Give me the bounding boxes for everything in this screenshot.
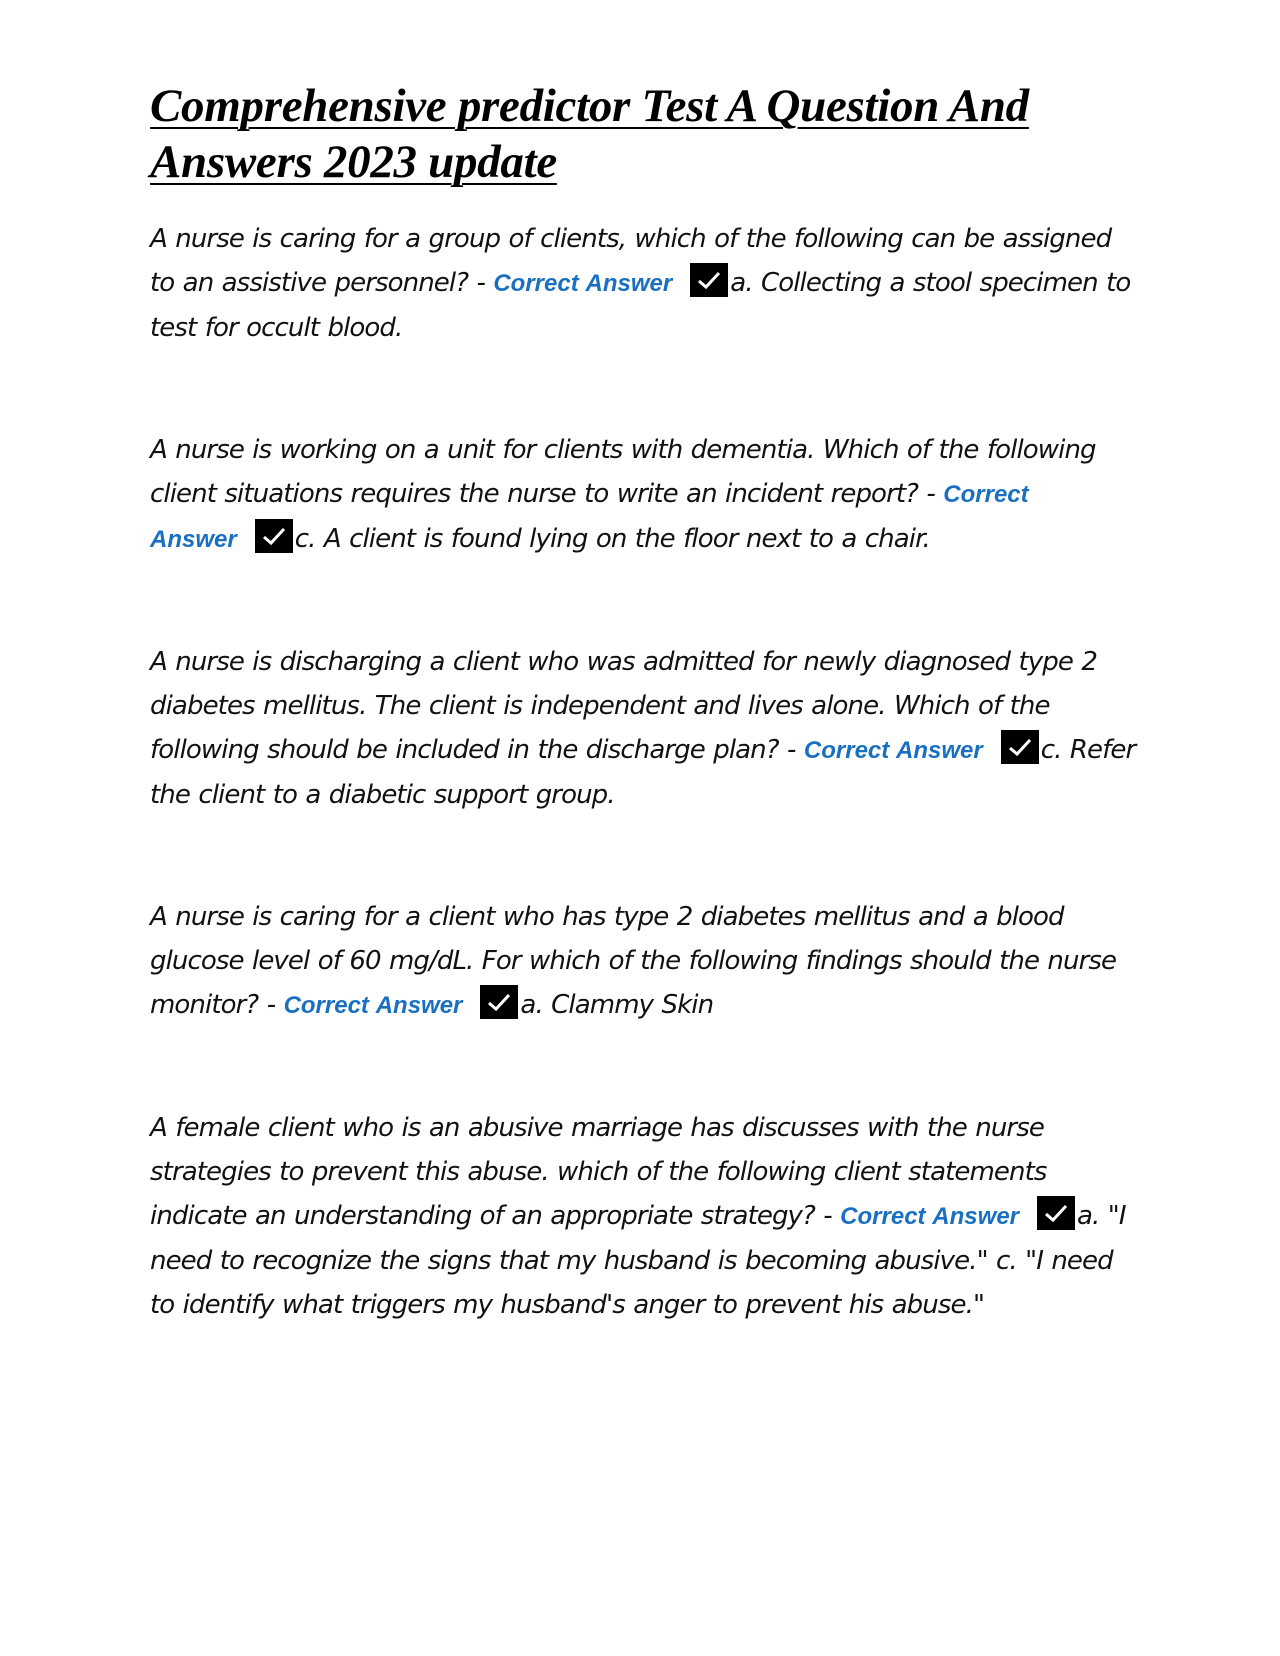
checkmark-icon <box>1001 730 1039 764</box>
correct-answer-label: Correct Answer <box>493 270 673 297</box>
document-title: Comprehensive predictor Test A Question And Answers 2023 update <box>150 80 1029 188</box>
document-page <box>150 78 1140 1327</box>
answer-text: c. Refer the client to a diabetic support group. <box>150 735 1136 810</box>
checkmark-icon <box>255 519 293 553</box>
question-text: A nurse is caring for a group of clients, which of the following can be assigned to an assistive personnel? - <box>150 224 1112 298</box>
correct-answer-label: Correct Answer <box>803 737 983 764</box>
qa-item-3 <box>150 640 1140 817</box>
qa-item-5 <box>150 1106 1140 1327</box>
answer-text: a. Clammy Skin <box>520 990 714 1020</box>
question-text: A nurse is discharging a client who was admitted for newly diagnosed type 2 diabetes mellitus. The client is independent and lives alone. Which of the following should be included in the discharge plan? - <box>150 647 1097 765</box>
answer-text: a. "I need to recognize the signs that my husband is becoming abusive." c. "I need to identify what triggers my husband's anger to prevent his abuse." <box>150 1201 1126 1320</box>
qa-item-1 <box>150 217 1140 350</box>
answer-text: c. A client is found lying on the floor next to a chair. <box>294 524 930 554</box>
question-text: A nurse is working on a unit for clients with dementia. Which of the following client situations requires the nurse to write an incident report? - <box>150 435 1096 509</box>
qa-item-4 <box>150 895 1140 1028</box>
correct-answer-label: Correct Answer <box>840 1203 1020 1230</box>
qa-item-2 <box>150 428 1140 562</box>
question-text: A nurse is caring for a client who has type 2 diabetes mellitus and a blood glucose level of 60 mg/dL. For which of the following findings should the nurse monitor? - <box>150 902 1117 1020</box>
checkmark-icon <box>690 263 728 297</box>
correct-answer-label: Correct Answer <box>150 481 1029 553</box>
question-text: A female client who is an abusive marriage has discusses with the nurse strategies to prevent this abuse. which of the following client statements indicate an understanding of an appropriate strategy? - <box>150 1113 1047 1231</box>
answer-text: a. Collecting a stool specimen to test for occult blood. <box>150 268 1131 343</box>
checkmark-icon <box>1037 1196 1075 1230</box>
checkmark-icon <box>480 985 518 1019</box>
correct-answer-label: Correct Answer <box>283 992 463 1019</box>
